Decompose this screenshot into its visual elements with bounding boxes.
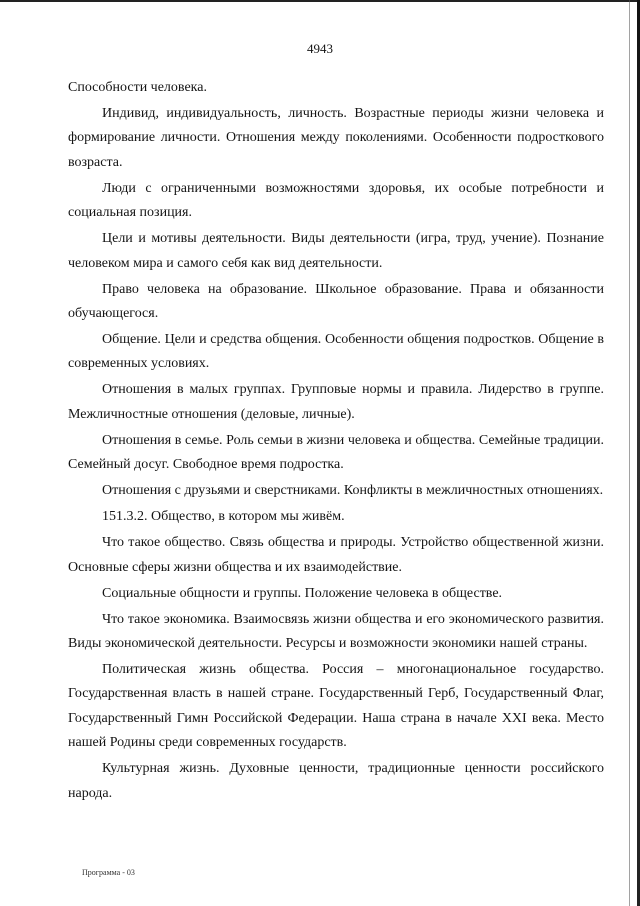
scan-edge-top xyxy=(0,0,640,2)
paragraph-7: Отношения в малых группах. Групповые нормы и правила. Лидерство в группе. Межличностные отношения (деловые, личные). xyxy=(68,382,604,422)
paragraph-8: Отношения в семье. Роль семьи в жизни человека и общества. Семейные традиции. Семейный досуг. Свободное время подростка. xyxy=(68,432,604,473)
scan-edge-right-inner xyxy=(629,0,630,906)
paragraph-11: Что такое общество. Связь общества и природы. Устройство общественной жизни. Основные сферы жизни общества и их взаимодействие. xyxy=(68,535,604,575)
paragraph-5: Право человека на образование. Школьное образование. Права и обязанности обучающегося. xyxy=(68,281,604,322)
page-number: 4943 xyxy=(307,41,333,56)
paragraph-1: Способности человека. xyxy=(68,80,207,95)
page-footer: Программа - 03 xyxy=(82,868,135,877)
document-body xyxy=(68,76,604,806)
section-heading: 151.3.2. Общество, в котором мы живём. xyxy=(102,509,345,525)
paragraph-15: Культурная жизнь. Духовные ценности, традиционные ценности российского народа. xyxy=(68,761,604,801)
paragraph-9: Отношения с друзьями и сверстниками. Конфликты в межличностных отношениях. xyxy=(102,483,604,499)
paragraph-6: Общение. Цели и средства общения. Особенности общения подростков. Общение в современных условиях. xyxy=(68,332,604,372)
paragraph-12: Социальные общности и группы. Положение человека в обществе. xyxy=(102,585,503,601)
paragraph-14: Политическая жизнь общества. Россия – многонациональное государство. Государственная власть в нашей стране. Государственный Герб, Государственный Флаг, Государственный Гимн Российской Федерации. Наша страна в начале XXI века. Место нашей Родины среди современных государств. xyxy=(68,662,604,751)
paragraph-2: Индивид, индивидуальность, личность. Возрастные периоды жизни человека и формирование личности. Отношения между поколениями. Особенности подросткового возраста. xyxy=(68,106,604,170)
paragraph-13: Что такое экономика. Взаимосвязь жизни общества и его экономического развития. Виды экономической деятельности. Ресурсы и возможности экономики нашей страны. xyxy=(68,611,604,652)
paragraph-3: Люди с ограниченными возможностями здоровья, их особые потребности и социальная позиция. xyxy=(68,180,604,221)
paragraph-4: Цели и мотивы деятельности. Виды деятельности (игра, труд, учение). Познание человеком мира и самого себя как вид деятельности. xyxy=(68,231,604,271)
